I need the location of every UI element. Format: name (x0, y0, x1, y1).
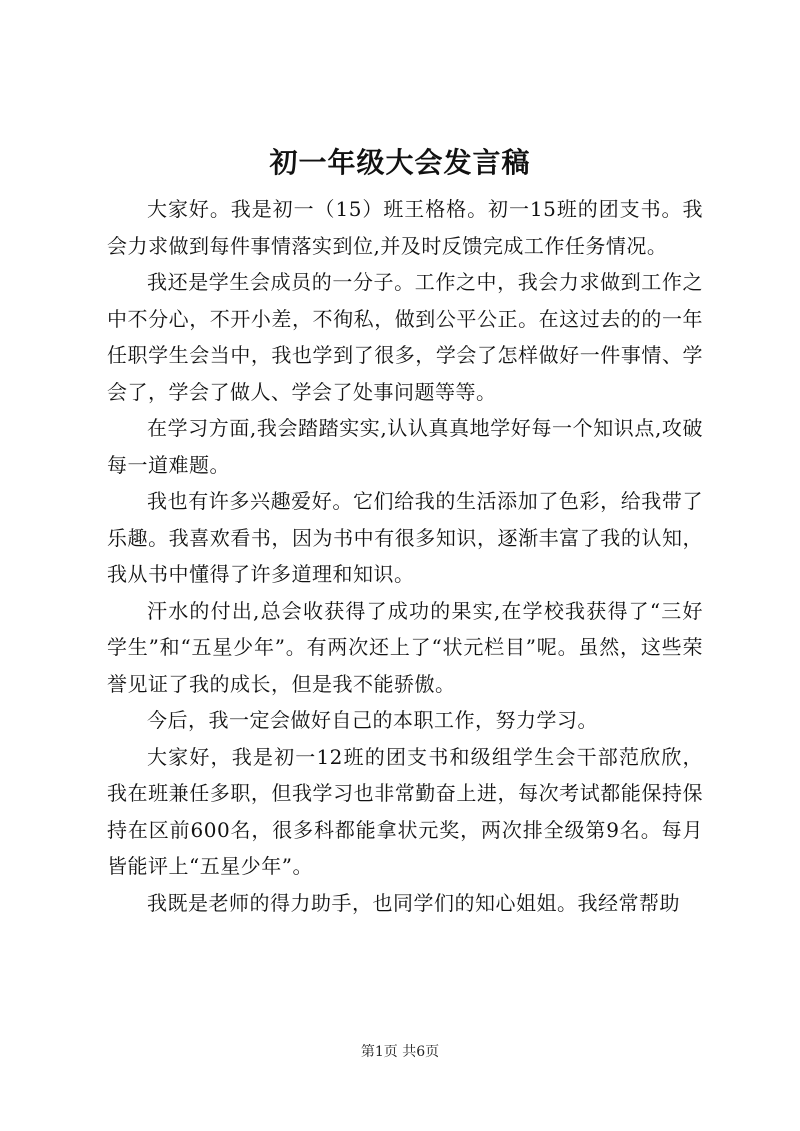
page-footer: 第1页 共6页 (360, 1044, 440, 1060)
paragraph-4: 我也有许多兴趣爱好。它们给我的生活添加了色彩，给我带了乐趣。我喜欢看书，因为书中有很多知识，逐渐丰富了我的认知，我从书中懂得了许多道理和知识。 (107, 489, 703, 586)
document-body (107, 191, 703, 921)
paragraph-3: 在学习方面,我会踏踏实实,认认真真地学好每一个知识点,攻破每一道难题。 (107, 416, 703, 477)
paragraph-8: 我既是老师的得力助手，也同学们的知心姐姐。我经常帮助 (147, 890, 680, 915)
paragraph-2: 我还是学生会成员的一分子。工作之中，我会力求做到工作之中不分心，不开小差，不徇私，做到公平公正。在这过去的的一年任职学生会当中，我也学到了很多，学会了怎样做好一件事情、学会了，学会了做人、学会了处事问题等等。 (107, 270, 703, 404)
paragraph-7: 大家好，我是初一12班的团支书和级组学生会干部范欣欣，我在班兼任多职，但我学习也非常勤奋上进，每次考试都能保持保持在区前600名，很多科都能拿状元奖，两次排全级第9名。每月皆能评上“五星少年”。 (107, 744, 703, 878)
paragraph-5: 汗水的付出,总会收获得了成功的果实,在学校我获得了“三好学生”和“五星少年”。有两次还上了“状元栏目”呢。虽然，这些荣誉见证了我的成长，但是我不能骄傲。 (107, 598, 703, 696)
page-title: 初一年级大会发言稿 (269, 146, 531, 179)
paragraph-1: 大家好。我是初一（15）班王格格。初一15班的团支书。我会力求做到每件事情落实到位,并及时反馈完成工作任务情况。 (107, 197, 703, 258)
paragraph-6: 今后，我一定会做好自己的本职工作，努力学习。 (147, 708, 598, 732)
